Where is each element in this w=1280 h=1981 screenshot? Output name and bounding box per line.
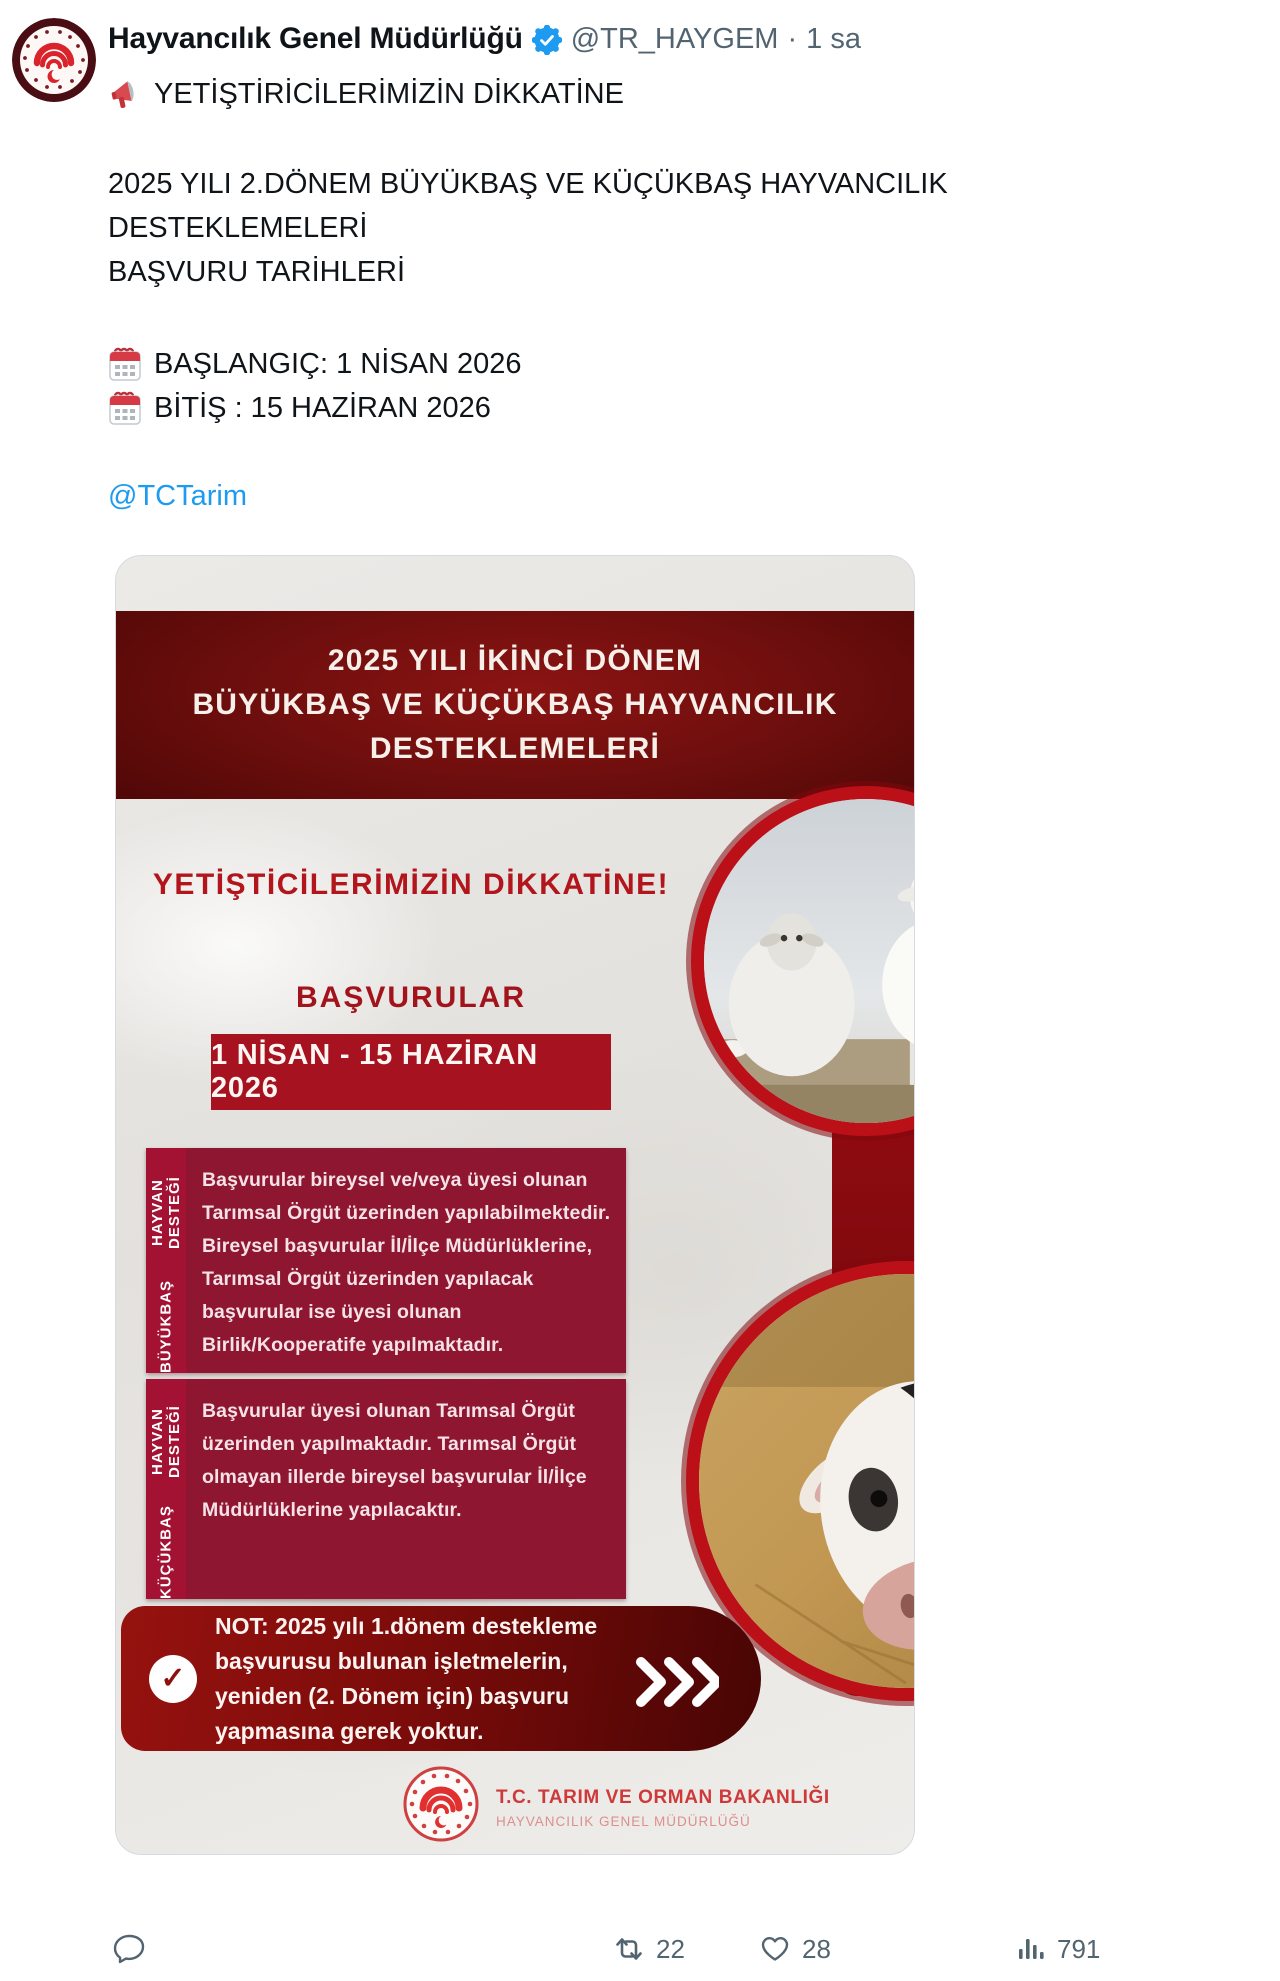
cattle-label-line2: HAYVAN DESTEĞİ (149, 1176, 183, 1250)
retweet-icon (612, 1932, 646, 1966)
poster-header-line3: DESTEKLEMELERİ (369, 732, 661, 765)
smallstock-support-text: Başvurular üyesi olunan Tarımsal Örgüt üzerinden yapılmaktadır. Tarımsal Örgüt olmayan illerde bireysel başvurular İl/İlçe Müdürlüklerine yapılacaktır. (202, 1400, 587, 1521)
smallstock-support-label (146, 1379, 186, 1599)
smallstock-support-section (146, 1379, 626, 1599)
ministry-seal-icon (401, 1764, 481, 1844)
views-button[interactable] (1013, 1932, 1100, 1966)
separator: · (787, 22, 798, 55)
footer-ministry-name: T.C. TARIM VE ORMAN BAKANLIĞI (496, 1787, 830, 1808)
poster-date-range-band: 1 NİSAN - 15 HAZİRAN 2026 (211, 1034, 611, 1110)
heart-icon (758, 1932, 792, 1966)
end-date-line (108, 386, 993, 430)
cattle-support-section (146, 1148, 626, 1373)
tweet-subtitle-text: BAŞVURU TARİHLERİ (108, 256, 406, 288)
author-name[interactable]: Hayvancılık Genel Müdürlüğü (108, 22, 523, 55)
poster-note-band (121, 1606, 761, 1751)
end-date-text: BİTİŞ : 15 HAZİRAN 2026 (154, 392, 491, 424)
retweet-count: 22 (656, 1933, 685, 1964)
footer-department-name: HAYVANCILIK GENEL MÜDÜRLÜĞÜ (496, 1814, 751, 1829)
timestamp[interactable]: 1 sa (806, 22, 861, 55)
tweet-attention-text: YETİŞTİRİCİLERİMİZİN DİKKATİNE (154, 78, 624, 110)
like-count: 28 (802, 1933, 831, 1964)
views-bar-chart-icon (1013, 1932, 1047, 1966)
goats-photo-image (704, 799, 915, 1123)
mention-link[interactable]: @TCTarim (108, 480, 247, 512)
retweet-button[interactable] (612, 1932, 685, 1966)
check-icon: ✓ (149, 1655, 197, 1703)
like-button[interactable] (758, 1932, 831, 1966)
calendar-icon (108, 389, 142, 427)
tweet-image-poster[interactable] (115, 555, 915, 1855)
author-handle[interactable]: @TR_HAYGEM (570, 22, 779, 55)
verified-badge-icon (532, 25, 562, 55)
tweet-line-attention (108, 72, 993, 116)
poster-header-line2: BÜYÜKBAŞ VE KÜÇÜKBAŞ HAYVANCILIK (192, 688, 838, 721)
poster-applications-heading: BAŞVURULAR (296, 981, 526, 1014)
megaphone-icon (108, 76, 144, 112)
reply-icon (112, 1932, 146, 1966)
poster-header-band (116, 611, 914, 799)
tweet-action-bar (0, 1918, 1280, 1981)
view-count: 791 (1057, 1933, 1101, 1964)
start-date-line (108, 342, 993, 386)
poster-note-text: NOT: 2025 yılı 1.dönem destekleme başvurusu bulunan işletmelerin, yeniden (2. Dönem için) başvuru yapmasına gerek yoktur. (215, 1612, 598, 1744)
mention-line (108, 474, 993, 518)
poster-header-line1: 2025 YILI İKİNCİ DÖNEM (327, 644, 703, 677)
tweet-title-block (108, 162, 993, 294)
cattle-label-line1: BÜYÜKBAŞ (157, 1279, 175, 1373)
smallstock-label-line2: HAYVAN DESTEĞİ (149, 1404, 183, 1478)
triple-chevron-icon (633, 1654, 719, 1710)
goats-photo (691, 786, 915, 1136)
smallstock-label-line1: KÜÇÜKBAŞ (157, 1505, 175, 1599)
tweet-dates-block (108, 342, 993, 430)
avatar[interactable] (12, 18, 96, 102)
ministry-logo-icon (12, 18, 96, 102)
tweet-title-text: 2025 YILI 2.DÖNEM BÜYÜKBAŞ VE KÜÇÜKBAŞ HAYVANCILIK DESTEKLEMELERİ (108, 168, 948, 244)
reply-button[interactable] (112, 1932, 146, 1966)
poster-footer-text (496, 1787, 830, 1829)
start-date-text: BAŞLANGIÇ: 1 NİSAN 2026 (154, 348, 522, 380)
tweet-header (108, 22, 1256, 56)
cattle-support-text: Başvurular bireysel ve/veya üyesi olunan Tarımsal Örgüt üzerinden yapılabilmektedir. Bireysel başvurular İl/İlçe Müdürlüklerine, Tarımsal Örgüt üzerinden yapılacak başvurular ise üyesi olunan Birlik/Kooperatife yapılmaktadır. (202, 1169, 611, 1356)
poster-attention-heading: YETİŞTİCİLERİMİZİN DİKKATİNE! (152, 868, 670, 901)
calendar-icon (108, 345, 142, 383)
cattle-support-label (146, 1148, 186, 1373)
